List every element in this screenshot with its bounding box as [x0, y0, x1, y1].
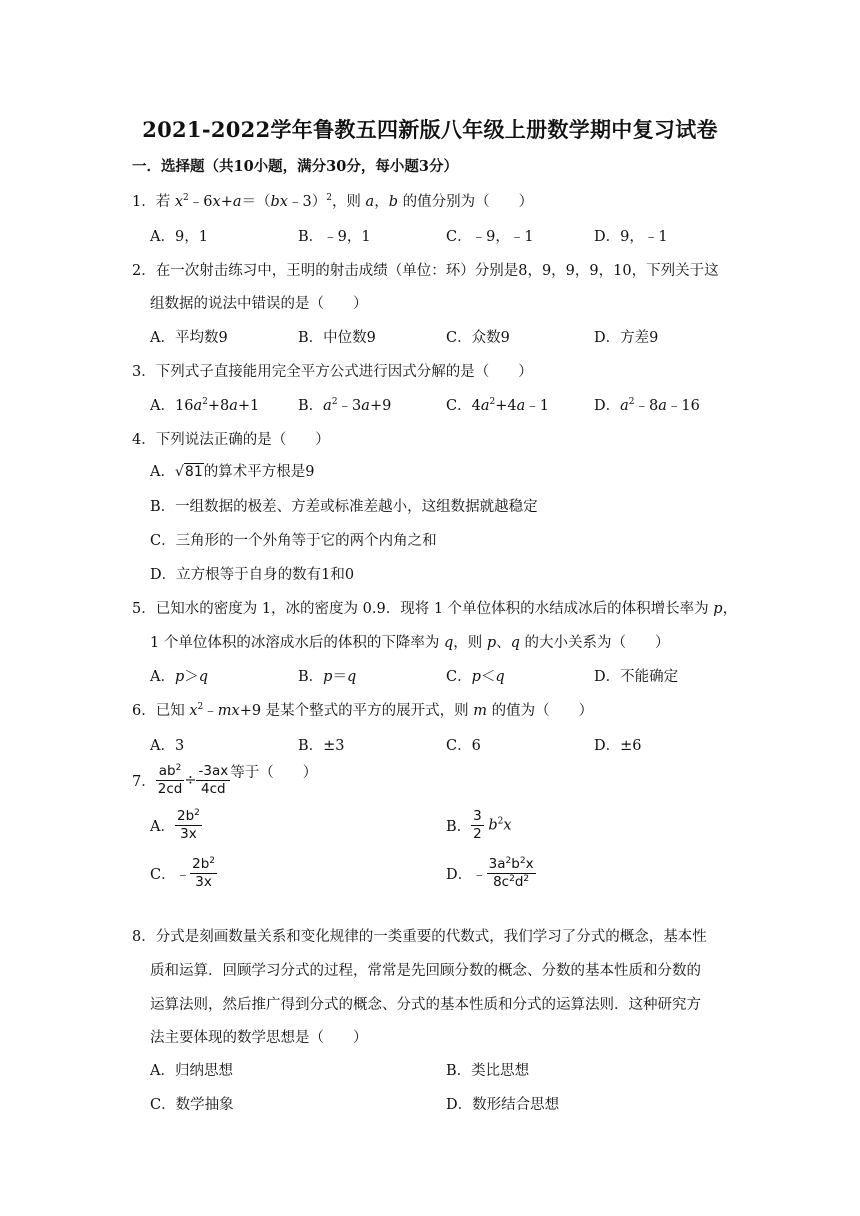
question-6-option-b: B．±3: [298, 738, 345, 754]
question-6-option-d: D．±6: [594, 738, 642, 754]
question-5-option-b: B．p＝q: [298, 669, 357, 685]
question-5-option-a: A．p＞q: [150, 669, 209, 685]
question-1-option-c: C．﹣9，﹣1: [446, 229, 534, 245]
question-3-option-a: A．$16a^2+8a+1$: [150, 397, 260, 414]
question-8-option-a: A．归纳思想: [150, 1063, 233, 1079]
question-5-option-d: D．不能确定: [594, 669, 679, 685]
question-5-stem-line-1: 5．已知水的密度为 1，冰的密度为 0.9．现将 1 个单位体积的水结成冰后的体积增长率为 p，: [132, 601, 738, 617]
question-4-stem: 4．下列说法正确的是（ ）: [132, 432, 330, 448]
question-1-stem: 1．若 $x^2﹣6x+a=(bx﹣3)^2$，则 a，b 的值分别为（ ）: [132, 193, 534, 210]
question-2-option-a: A．平均数9: [150, 330, 228, 346]
question-7-option-c: C．﹣ $\frac{2b^2}{3x}$: [150, 856, 216, 890]
question-4-option-c: C．三角形的一个外角等于它的两个内角之和: [150, 533, 437, 549]
fraction-2b2-over-3x: $\frac{2b^2}{3x}$: [192, 856, 216, 890]
question-8-line-2: 质和运算．回顾学习分式的过程，常常是先回顾分数的概念、分数的基本性质和分数的: [150, 963, 701, 979]
fraction-3-over-2: $\frac{3}{2}$: [473, 808, 482, 842]
page-title: 2021-2022学年鲁教五四新版八年级上册数学期中复习试卷: [142, 117, 718, 142]
question-8-line-1: 8．分式是刻画数量关系和变化规律的一类重要的代数式，我们学习了分式的概念，基本性: [132, 929, 707, 945]
question-7-option-d: D．﹣ $\frac{3a^2b^2x}{8c^2d^2}$: [446, 856, 534, 890]
question-7-option-a: A． $\frac{2b^2}{3x}$: [150, 808, 200, 842]
question-1-option-b: B．﹣9，1: [298, 229, 371, 245]
question-8-option-d: D．数形结合思想: [446, 1097, 560, 1113]
question-6-stem: 6．已知 $x^2﹣mx+9$ 是某个整式的平方的展开式，则 m 的值为（ ）: [132, 702, 594, 719]
question-2-stem-line-1: 2．在一次射击练习中，王明的射击成绩（单位：环）分别是8，9，9，9，10，下列关于这: [132, 263, 719, 279]
fraction-ab2-over-2cd: $\frac{ab^2}{2cd}$: [157, 763, 183, 797]
question-8-line-4: 法主要体现的数学思想是（ ）: [150, 1030, 368, 1046]
question-2-option-d: D．方差9: [594, 330, 659, 346]
question-3-option-b: B．$a^2﹣3a+9$: [298, 397, 392, 414]
question-4-option-b: B．一组数据的极差、方差或标准差越小，这组数据就越稳定: [150, 499, 538, 515]
question-8-line-3: 运算法则，然后推广得到分式的概念、分式的基本性质和分式的运算法则．这种研究方: [150, 997, 701, 1013]
question-4-option-d: D．立方根等于自身的数有1和0: [150, 567, 355, 583]
question-6-option-a: A．3: [150, 738, 185, 754]
question-3-option-d: D．$a^2﹣8a﹣16$: [594, 397, 700, 414]
question-1-option-a: A．9，1: [150, 229, 208, 245]
question-8-option-c: C．数学抽象: [150, 1097, 234, 1113]
question-2-stem-line-2: 组数据的说法中错误的是（ ）: [150, 296, 368, 312]
question-7-option-b: B． $\frac{3}{2}$ $b^2x$: [446, 808, 512, 842]
question-3-option-c: C．$4a^2+4a﹣1$: [446, 397, 549, 414]
question-8-option-b: B．类比思想: [446, 1063, 530, 1079]
question-1-option-d: D．9，﹣1: [594, 229, 668, 245]
question-2-option-b: B．中位数9: [298, 330, 376, 346]
question-3-stem: 3．下列式子直接能用完全平方公式进行因式分解的是（ ）: [132, 364, 533, 380]
fraction-3a2b2x-over-8c2d2: $\frac{3a^2b^2x}{8c^2d^2}$: [488, 856, 534, 890]
fraction-2b2-over-3x: $\frac{2b^2}{3x}$: [176, 808, 200, 842]
question-5-stem-line-2: 1 个单位体积的冰溶成水后的体积的下降率为 q，则 p、q 的大小关系为（ ）: [150, 635, 670, 651]
square-root-81: √81: [174, 464, 203, 480]
question-6-option-c: C．6: [446, 738, 481, 754]
question-4-option-a: A．√81的算术平方根是9: [150, 464, 315, 480]
question-7-stem: 7． $\frac{ab^2}{2cd}$ ÷ $\frac{-3ax}{4cd}$ 等于（ ）: [132, 763, 318, 797]
fraction-neg3ax-over-4cd: $\frac{-3ax}{4cd}$: [198, 763, 229, 797]
question-5-option-c: C．p＜q: [446, 669, 505, 685]
section-heading: 一．选择题（共10小题，满分30分，每小题3分）: [132, 158, 458, 175]
question-2-option-c: C．众数9: [446, 330, 510, 346]
